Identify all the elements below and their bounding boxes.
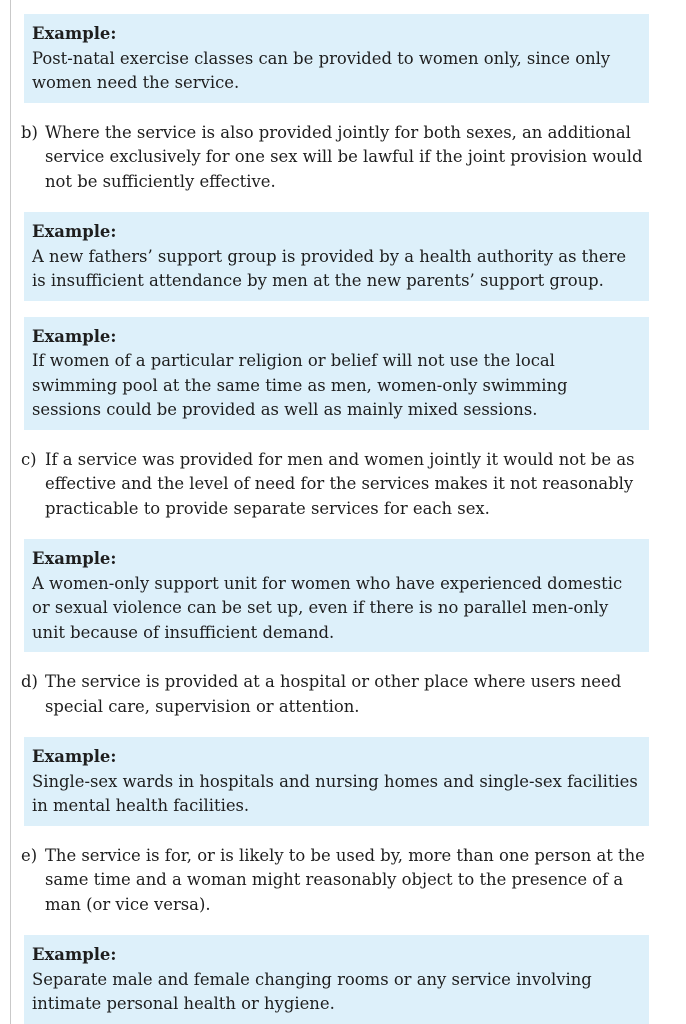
list-marker: d) [21,672,38,691]
list-item-c [21,448,649,522]
example-title: Example: [32,326,117,346]
example-title: Example: [32,945,117,964]
list-marker: c) [21,449,37,469]
list-item-e [21,844,649,918]
example-box-support-unit [24,539,649,652]
example-text: If women of a particular religion or belief will not use the local swimming pool at the same time as men, women-only swimming sessions could be provided as well as mainly mixed sessions. [32,351,568,419]
list-item-d [21,670,649,719]
example-box-post-natal [24,14,649,103]
example-box-swimming [24,317,649,430]
list-marker: e) [21,845,38,865]
list-item-text: Where the service is also provided jointly for both sexes, an additional service exclusively for one sex will be lawful if the joint provision would not be sufficiently effective. [45,122,643,191]
list-item-text: The service is provided at a hospital or other place where users need special care, supervision or attention. [45,672,622,716]
example-title: Example: [32,222,117,241]
document-page [21,14,649,1024]
example-title: Example: [32,549,117,568]
example-text: A new fathers’ support group is provided by a health authority as there is insufficient attendance by men at the new parents’ support group. [32,246,627,290]
example-box-fathers-group [24,212,649,301]
list-item-b [21,121,649,195]
list-marker: b) [21,122,38,142]
example-text: Separate male and female changing rooms or any service involving intimate personal health or hygiene. [32,969,592,1013]
example-text: Single-sex wards in hospitals and nursing homes and single-sex facilities in mental health facilities. [32,771,638,815]
example-title: Example: [32,747,117,766]
example-text: A women-only support unit for women who have experienced domestic or sexual violence can be set up, even if there is no parallel men-only unit because of insufficient demand. [32,573,623,642]
list-item-text: The service is for, or is likely to be used by, more than one person at the same time and a woman might reasonably object to the presence of a man (or vice versa). [45,845,645,914]
list-item-text: If a service was provided for men and women jointly it would not be as effective and the level of need for the services makes it not reasonably practicable to provide separate services for each sex. [45,449,635,518]
example-text: Post-natal exercise classes can be provided to women only, since only women need the service. [32,48,611,92]
page-margin-rule [10,0,11,1024]
example-box-wards [24,737,649,826]
example-box-changing-rooms [24,935,649,1024]
example-title: Example: [32,24,117,43]
